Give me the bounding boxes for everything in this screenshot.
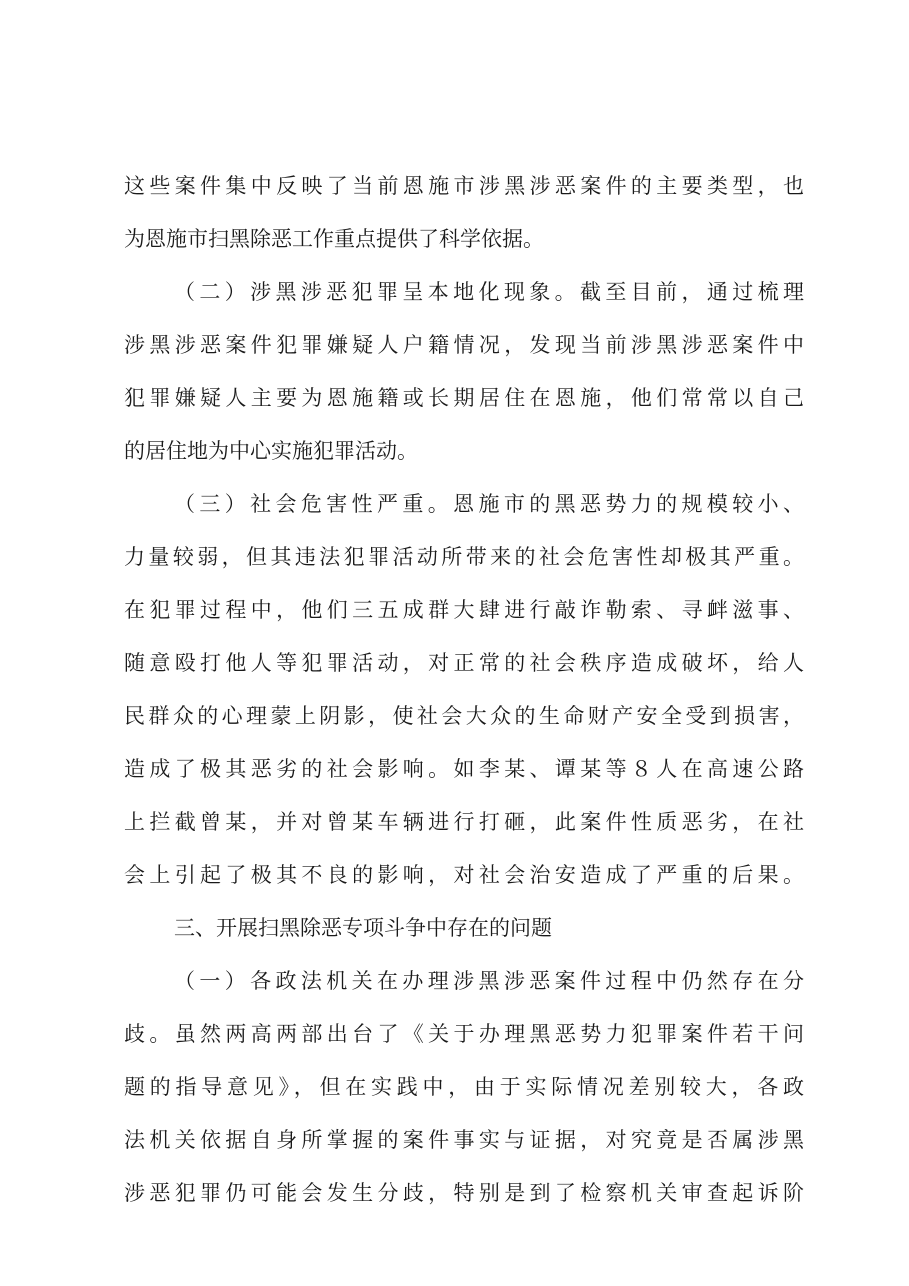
text-line: 题的指导意见》，但在实践中，由于实际情况差别较大，各政 <box>124 1075 804 1099</box>
text-line: 在犯罪过程中，他们三五成群大肆进行敲诈勒索、寻衅滋事、 <box>124 598 804 622</box>
paragraph-heading-line: （二）涉黑涉恶犯罪呈本地化现象。截至目前，通过梳理 <box>174 280 804 304</box>
text-line: 涉恶犯罪仍可能会发生分歧，特别是到了检察机关审查起诉阶 <box>124 1181 804 1205</box>
text-line: 随意殴打他人等犯罪活动，对正常的社会秩序造成破坏，给人 <box>124 651 804 675</box>
text-line: 力量较弱，但其违法犯罪活动所带来的社会危害性却极其严重。 <box>124 545 804 569</box>
paragraph-heading-line: （三）社会危害性严重。恩施市的黑恶势力的规模较小、 <box>174 492 804 516</box>
text-line: 法机关依据自身所掌握的案件事实与证据，对究竟是否属涉黑 <box>124 1128 804 1152</box>
text-line: 会上引起了极其不良的影响，对社会治安造成了严重的后果。 <box>124 863 804 887</box>
text-line: 的居住地为中心实施犯罪活动。 <box>124 439 418 463</box>
text-line: 民群众的心理蒙上阴影，使社会大众的生命财产安全受到损害， <box>124 704 804 728</box>
text-line: 为恩施市扫黑除恶工作重点提供了科学依据。 <box>124 227 544 251</box>
text-line: 上拦截曾某，并对曾某车辆进行打砸，此案件性质恶劣，在社 <box>124 810 804 834</box>
text-line: 这些案件集中反映了当前恩施市涉黑涉恶案件的主要类型，也 <box>124 174 804 198</box>
paragraph-heading-line: （一）各政法机关在办理涉黑涉恶案件过程中仍然存在分 <box>174 969 804 993</box>
text-line: 涉黑涉恶案件犯罪嫌疑人户籍情况，发现当前涉黑涉恶案件中 <box>124 333 804 357</box>
text-line: 歧。虽然两高两部出台了《关于办理黑恶势力犯罪案件若干问 <box>124 1022 804 1046</box>
section-heading: 三、开展扫黑除恶专项斗争中存在的问题 <box>174 916 552 940</box>
text-line: 造成了极其恶劣的社会影响。如李某、谭某等８人在高速公路 <box>124 757 804 781</box>
text-line: 犯罪嫌疑人主要为恩施籍或长期居住在恩施，他们常常以自己 <box>124 386 804 410</box>
